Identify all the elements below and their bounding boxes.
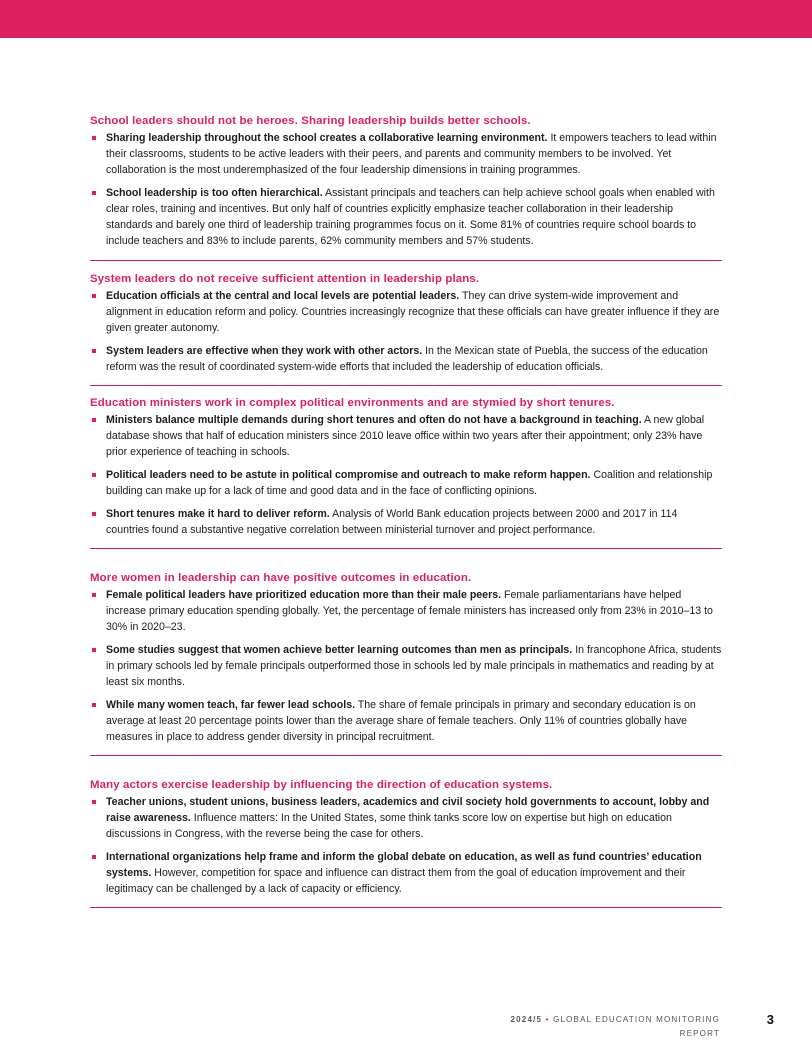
section-title: System leaders do not receive sufficient attention in leadership plans. bbox=[90, 273, 480, 285]
bullet-lead: Ministers balance multiple demands during short tenures and often do not have a background in teaching. bbox=[106, 414, 642, 426]
list-item bbox=[90, 467, 722, 499]
bullet-text: Coalition and relationship building can make up for a lack of time and good data and in the face of conflicting opinions. bbox=[106, 469, 713, 497]
bullet-text: In the Mexican state of Puebla, the success of the education reform was the result of coordinated system-wide efforts that included the leadership of education officials. bbox=[106, 345, 708, 373]
top-accent-bar bbox=[0, 0, 812, 38]
bullet-lead: Teacher unions, student unions, business leaders, academics and civil society hold governments to account, lobby and raise awareness. bbox=[106, 796, 710, 824]
bullet-text: Analysis of World Bank education projects between 2000 and 2017 in 114 countries found a substantive negative correlation between ministerial turnover and project performance. bbox=[106, 508, 678, 536]
bullet-lead: System leaders are effective when they work with other actors. bbox=[106, 345, 423, 357]
bullet-square-icon bbox=[92, 294, 96, 298]
bullet-square-icon bbox=[92, 800, 96, 804]
bullet-text: In francophone Africa, students in primary schools led by female principals outperformed those in schools led by male principals in mathematics and reading by at least six months. bbox=[106, 644, 722, 688]
bullet-lead: Education officials at the central and local levels are potential leaders. bbox=[106, 290, 460, 302]
bullet-lead: Sharing leadership throughout the school creates a collaborative learning environment. bbox=[106, 132, 548, 144]
bullet-text: Female parliamentarians have helped increase primary education spending globally. Yet, the percentage of female ministers has increased only from 23% in 2010–13 to 30% in 2020–23. bbox=[106, 589, 713, 633]
section-education-ministers bbox=[90, 386, 722, 549]
section-title: School leaders should not be heroes. Sharing leadership builds better schools. bbox=[90, 115, 531, 127]
footer-report-name: GLOBAL EDUCATION MONITORING REPORT bbox=[553, 1015, 720, 1038]
footer-report-title bbox=[470, 1013, 720, 1041]
bullet-text: The share of female principals in primary and secondary education is on average at least 20 percentage points lower than the average share of female teachers. Only 11% of countries globally have measures in place to address gender diversity in principal recruitment. bbox=[106, 699, 696, 743]
list-item bbox=[90, 185, 722, 249]
list-item bbox=[90, 697, 722, 745]
bullet-text: Assistant principals and teachers can help achieve school goals when enabled with clear roles, training and incentives. But only half of countries explicitly emphasize teacher collaboration in their leadership standards and barely one third of leadership training programmes focus on it. Some 81% of countries require school boards to include teachers and 83% to include parents, 62% community members and 57% students. bbox=[106, 187, 715, 247]
bullet-list bbox=[90, 794, 722, 897]
bullet-lead: International organizations help frame and inform the global debate on education, as well as fund countries’ education systems. bbox=[106, 851, 702, 879]
list-item bbox=[90, 412, 722, 460]
bullet-square-icon bbox=[92, 703, 96, 707]
bullet-square-icon bbox=[92, 191, 96, 195]
bullet-text: However, competition for space and influence can distract them from the goal of education improvement and their legitimacy can be challenged by a lack of capacity or efficiency. bbox=[106, 867, 686, 895]
bullet-square-icon bbox=[92, 136, 96, 140]
bullet-list bbox=[90, 288, 722, 375]
bullet-square-icon bbox=[92, 593, 96, 597]
list-item bbox=[90, 849, 722, 897]
bullet-list bbox=[90, 587, 722, 745]
footer-separator: • bbox=[545, 1015, 550, 1024]
section-title: Many actors exercise leadership by influencing the direction of education systems. bbox=[90, 779, 553, 791]
bullet-lead: While many women teach, far fewer lead schools. bbox=[106, 699, 356, 711]
list-item bbox=[90, 343, 722, 375]
bullet-lead: Female political leaders have prioritized education more than their male peers. bbox=[106, 589, 502, 601]
list-item bbox=[90, 642, 722, 690]
section-influencing-actors bbox=[90, 756, 722, 908]
section-title: More women in leadership can have positive outcomes in education. bbox=[90, 572, 472, 584]
section-system-leaders bbox=[90, 261, 722, 386]
bullet-list bbox=[90, 130, 722, 249]
page-content bbox=[90, 113, 722, 908]
bullet-text: It empowers teachers to lead within their classrooms, students to be active leaders with their peers, and parents and community members to be involved. Yet collaboration is the most underemphasized of the four leadership dimensions in training programmes. bbox=[106, 132, 717, 176]
bullet-square-icon bbox=[92, 473, 96, 477]
bullet-lead: Political leaders need to be astute in political compromise and outreach to make reform happen. bbox=[106, 469, 591, 481]
section-women-leadership bbox=[90, 549, 722, 756]
list-item bbox=[90, 288, 722, 336]
bullet-square-icon bbox=[92, 648, 96, 652]
footer-year: 2024/5 bbox=[510, 1015, 543, 1024]
section-title: Education ministers work in complex political environments and are stymied by short tenures. bbox=[90, 397, 615, 409]
bullet-text: A new global database shows that half of education ministers since 2010 leave office within two years after their appointment; only 23% have prior experience of teaching in schools. bbox=[106, 414, 705, 458]
bullet-text: They can drive system-wide improvement and alignment in education reform and policy. Countries increasingly recognize that these officials can have greater influence if they are given greater autonomy. bbox=[106, 290, 720, 334]
bullet-lead: Short tenures make it hard to deliver reform. bbox=[106, 508, 330, 520]
section-shared-leadership bbox=[90, 113, 722, 261]
bullet-square-icon bbox=[92, 349, 96, 353]
list-item bbox=[90, 506, 722, 538]
bullet-lead: School leadership is too often hierarchical. bbox=[106, 187, 323, 199]
bullet-square-icon bbox=[92, 418, 96, 422]
bullet-square-icon bbox=[92, 512, 96, 516]
bullet-square-icon bbox=[92, 855, 96, 859]
list-item bbox=[90, 130, 722, 178]
bullet-lead: Some studies suggest that women achieve better learning outcomes than men as principals. bbox=[106, 644, 573, 656]
bullet-text: Influence matters: In the United States, some think tanks score low on expertise but high on education discussions in Congress, with the reverse being the case for others. bbox=[106, 812, 672, 840]
list-item bbox=[90, 587, 722, 635]
page-number: 3 bbox=[766, 1012, 774, 1027]
list-item bbox=[90, 794, 722, 842]
bullet-list bbox=[90, 412, 722, 538]
